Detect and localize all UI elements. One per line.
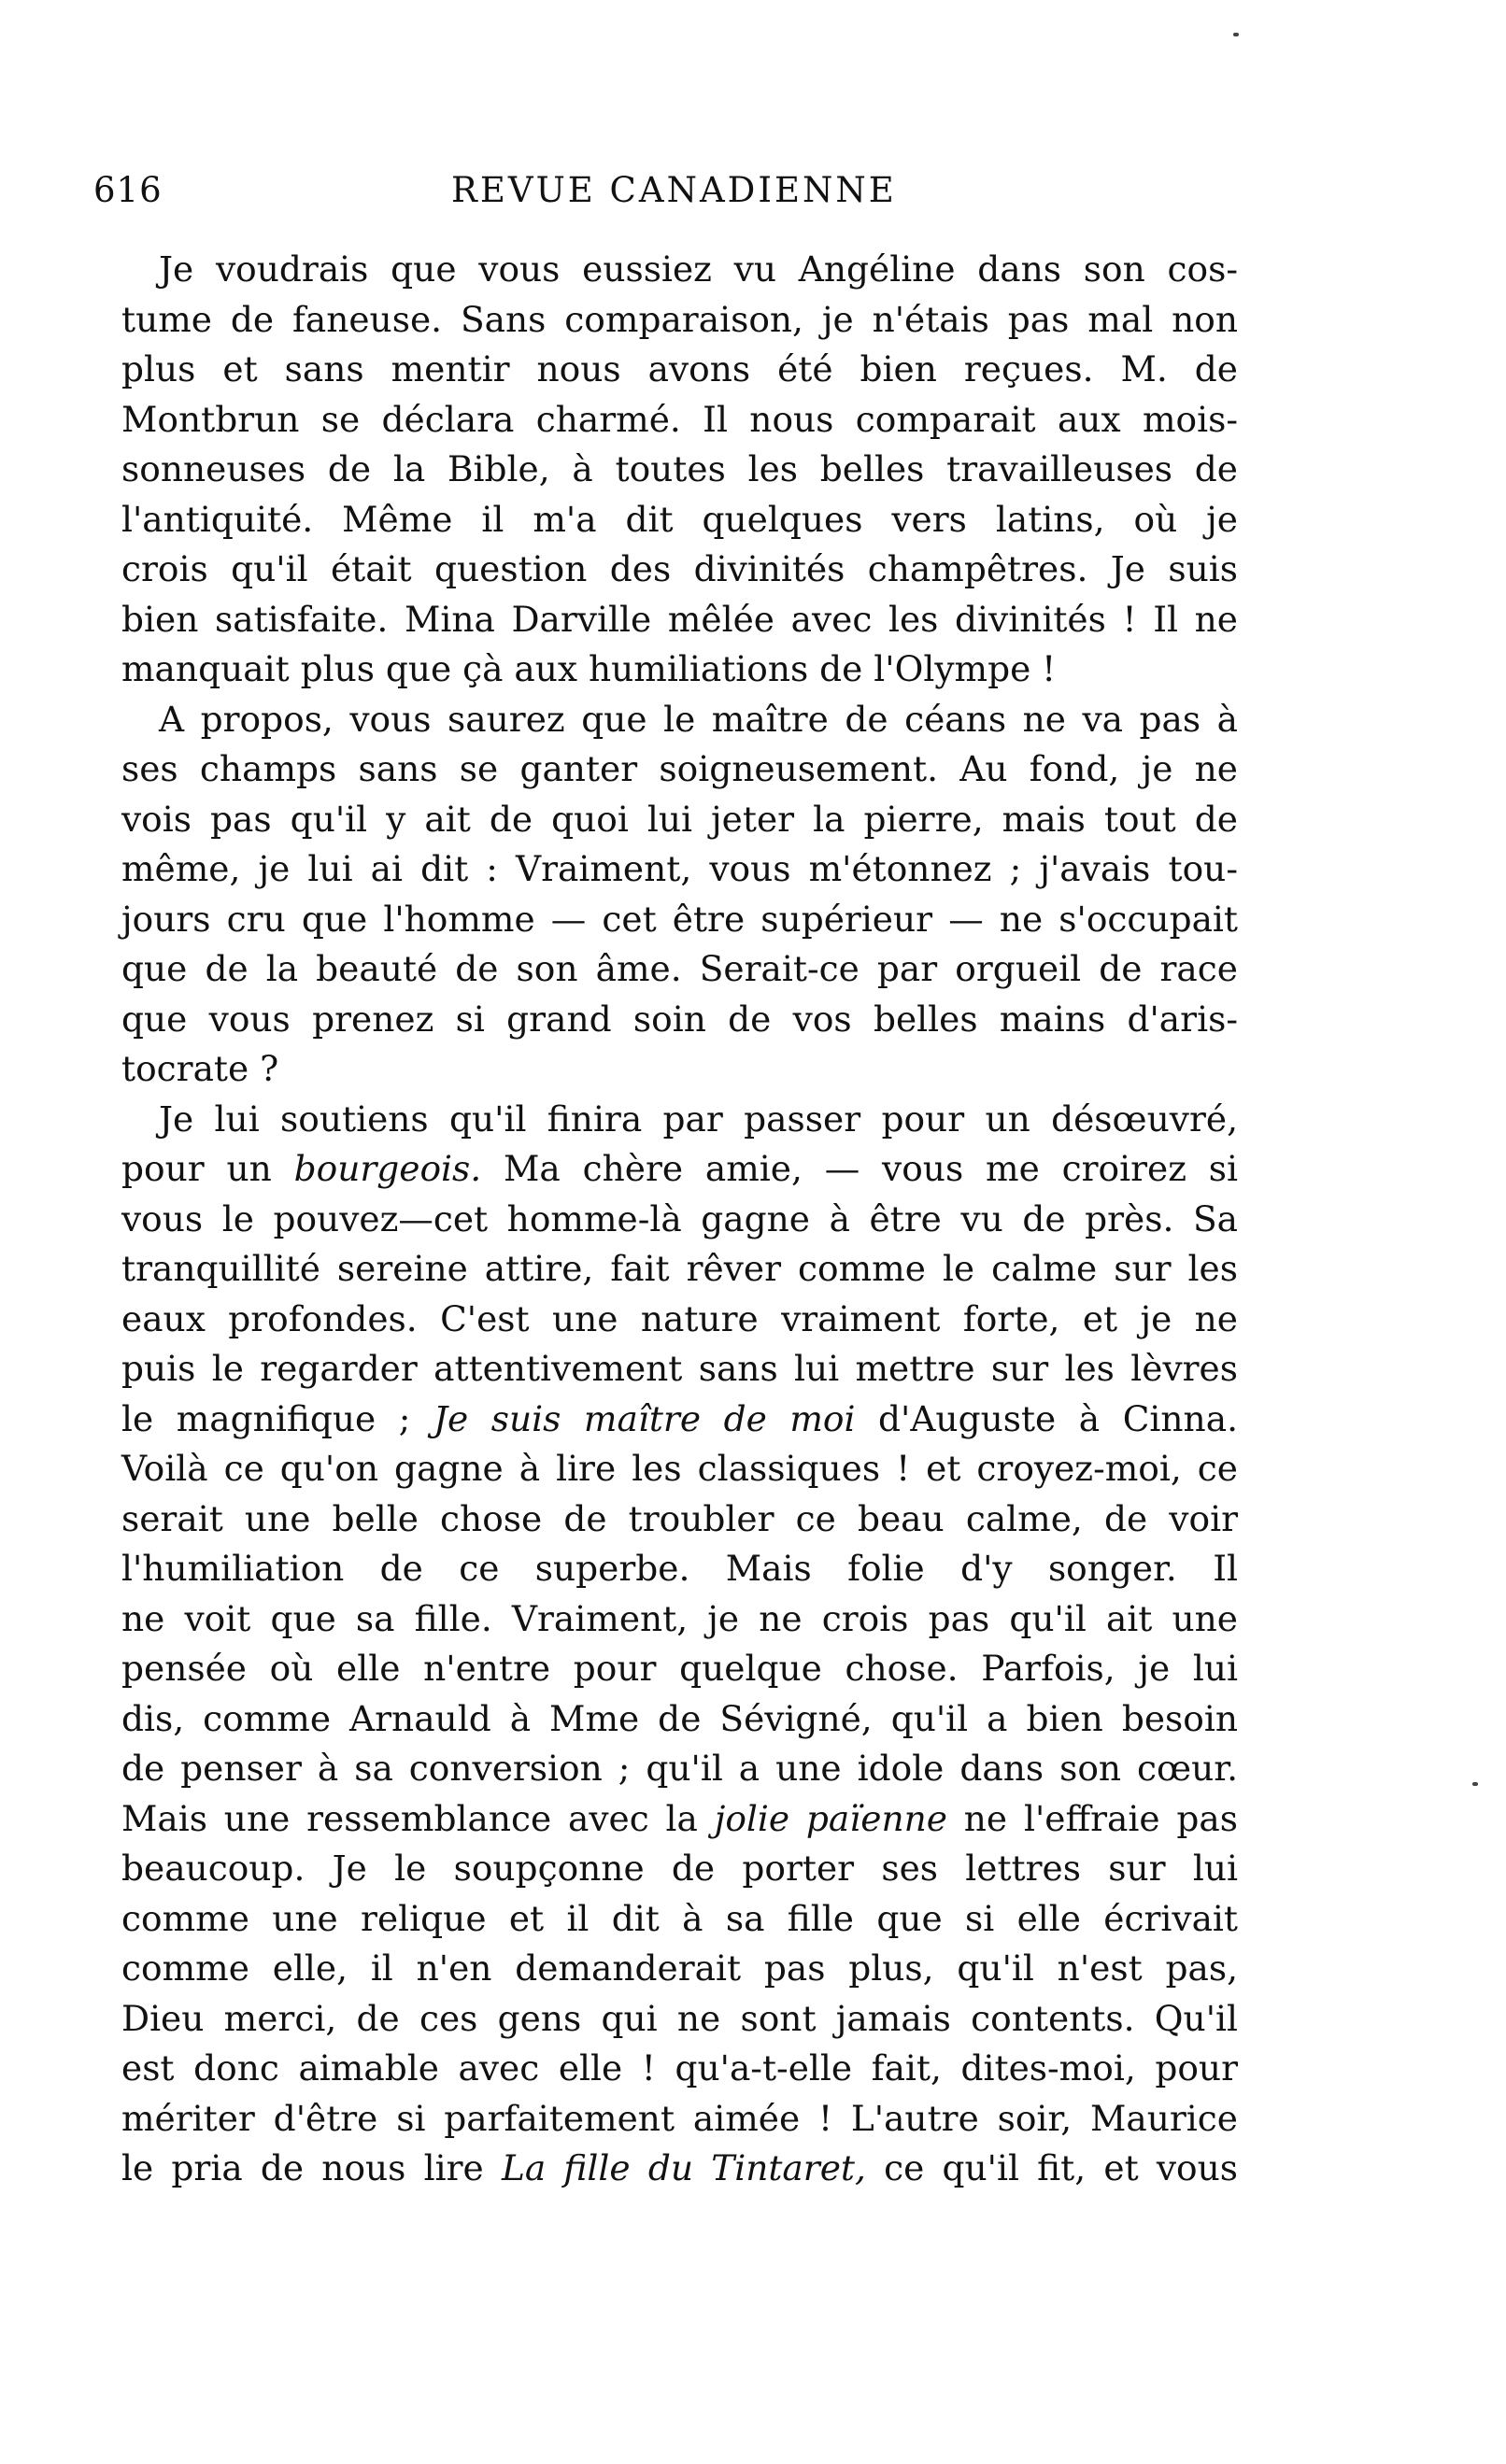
- text-line: puis le regarder attentivement sans lui mettre sur les lèvres: [121, 1348, 1238, 1389]
- text-line: Je lui soutiens qu'il finira par passer pour un désœuvré,: [159, 1097, 1238, 1140]
- text-line: pensée où elle n'entre pour quelque chose. Parfois, je lui: [121, 1648, 1238, 1689]
- text-line: manquait plus que çà aux humiliations de l'Olympe !: [121, 648, 1057, 689]
- page-header: [93, 170, 1271, 226]
- text-line: tocrate ?: [121, 1048, 279, 1089]
- paragraph: [121, 1095, 1238, 2194]
- text-line: bien satisfaite. Mina Darville mêlée avec les divinités ! Il ne: [121, 598, 1238, 640]
- text-line: sonneuses de la Bible, à toutes les belles travailleuses de: [121, 448, 1238, 489]
- text-line: que vous prenez si grand soin de vos belles mains d'aris-: [121, 998, 1238, 1040]
- text-line: l'humiliation de ce superbe. Mais folie d'y songer. Il: [121, 1548, 1238, 1589]
- text-line: serait une belle chose de troubler ce beau calme, de voir: [121, 1497, 1238, 1539]
- italic-text: bourgeois.: [293, 1148, 482, 1189]
- text-line: comme elle, il n'en demanderait pas plus, qu'il n'est pas,: [121, 1947, 1238, 1989]
- scan-speck: [1472, 1782, 1478, 1786]
- text-line: de penser à sa conversion ; qu'il a une idole dans son cœur.: [121, 1748, 1238, 1789]
- text-line: plus et sans mentir nous avons été bien reçues. M. de: [121, 348, 1238, 389]
- text-line: vous le pouvez—cet homme-là gagne à être vu de près. Sa: [121, 1197, 1238, 1239]
- text-line: jours cru que l'homme — cet être supérieur — ne s'occupait: [121, 898, 1238, 940]
- text-line: Je voudrais que vous eussiez vu Angéline dans son cos-: [159, 248, 1238, 290]
- text-line: comme une relique et il dit à sa fille que si elle écrivait: [121, 1897, 1238, 1939]
- text-line: ses champs sans se ganter soigneusement. Au fond, je ne: [121, 748, 1238, 789]
- text-line: Montbrun se déclara charmé. Il nous comparait aux mois-: [121, 398, 1238, 440]
- text-line: crois qu'il était question des divinités champêtres. Je suis: [121, 548, 1238, 589]
- text-line: pour un bourgeois. Ma chère amie, — vous me croirez si: [121, 1148, 1239, 1189]
- text-line: eaux profondes. C'est une nature vraiment forte, et je ne: [121, 1297, 1238, 1339]
- text-line: même, je lui ai dit : Vraiment, vous m'étonnez ; j'avais tou-: [121, 848, 1238, 889]
- text-line: dis, comme Arnauld à Mme de Sévigné, qu'il a bien besoin: [121, 1697, 1238, 1739]
- scan-speck: [1233, 33, 1239, 36]
- text-line: vois pas qu'il y ait de quoi lui jeter la pierre, mais tout de: [121, 798, 1238, 840]
- paragraph: [121, 245, 1238, 695]
- page-number: 616: [93, 170, 163, 210]
- text-line: le magnifique ; Je suis maître de moi d'Auguste à Cinna.: [121, 1397, 1238, 1439]
- running-head: REVUE CANADIENNE: [451, 170, 897, 210]
- text-line: Dieu merci, de ces gens qui ne sont jamais contents. Qu'il: [121, 1997, 1238, 2039]
- paragraph: [121, 695, 1238, 1095]
- text-line: A propos, vous saurez que le maître de céans ne va pas à: [159, 698, 1238, 740]
- text-line: que de la beauté de son âme. Serait-ce par orgueil de race: [121, 948, 1238, 989]
- text-line: Voilà ce qu'on gagne à lire les classiques ! et croyez-moi, ce: [121, 1448, 1238, 1489]
- text-line: le pria de nous lire La fille du Tintaret, ce qu'il fit, et vous: [121, 2147, 1239, 2188]
- text-line: beaucoup. Je le soupçonne de porter ses lettres sur lui: [121, 1848, 1238, 1889]
- text-line: l'antiquité. Même il m'a dit quelques vers latins, où je: [121, 498, 1238, 540]
- text-line: tranquillité sereine attire, fait rêver comme le calme sur les: [121, 1248, 1238, 1289]
- italic-text: jolie païenne: [714, 1797, 947, 1839]
- text-line: Mais une ressemblance avec la jolie païenne ne l'effraie pas: [121, 1797, 1238, 1839]
- text-line: est donc aimable avec elle ! qu'a-t-elle fait, dites-moi, pour: [121, 2047, 1238, 2089]
- text-line: tume de faneuse. Sans comparaison, je n'étais pas mal non: [121, 298, 1238, 340]
- text-line: mériter d'être si parfaitement aimée ! L'autre soir, Maurice: [121, 2097, 1238, 2139]
- body-text: [121, 245, 1238, 2194]
- italic-text: Je suis maître de moi: [433, 1397, 856, 1439]
- italic-text: La fille du Tintaret,: [501, 2147, 866, 2188]
- text-line: ne voit que sa fille. Vraiment, je ne crois pas qu'il ait une: [121, 1597, 1238, 1639]
